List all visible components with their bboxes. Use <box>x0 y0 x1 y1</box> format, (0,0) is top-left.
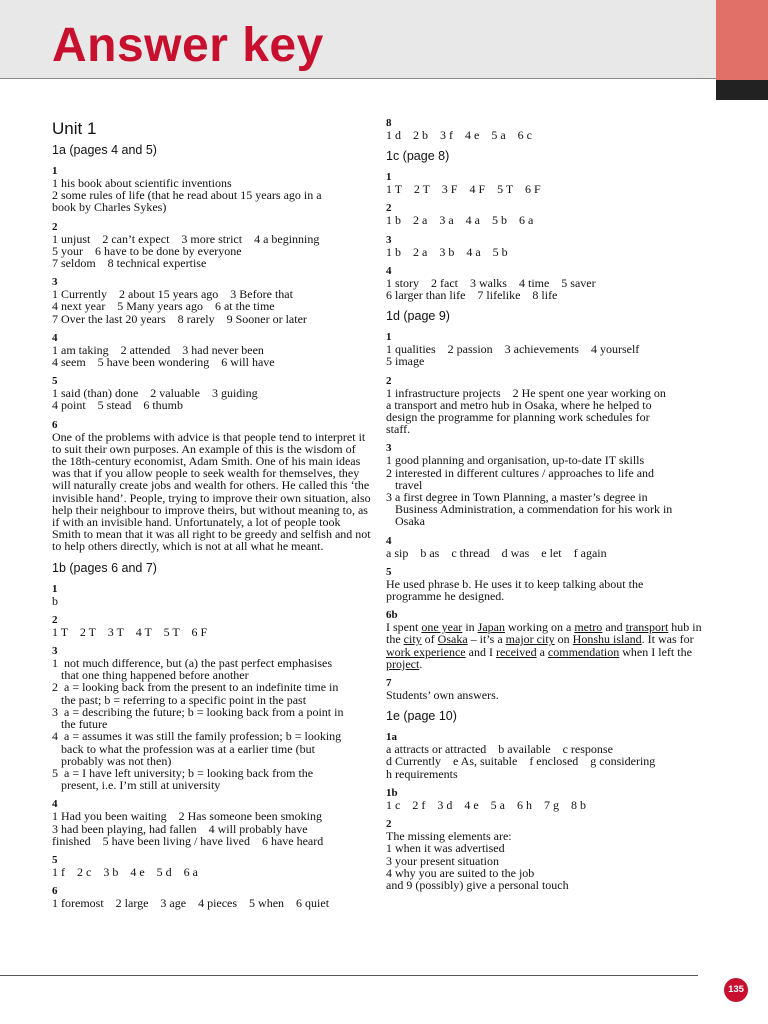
exercise <box>52 798 372 847</box>
answer-line: Business Administration, a commendation for his work in <box>386 502 673 517</box>
exercise-number: 3 <box>386 442 392 455</box>
right-column <box>386 117 706 898</box>
header-band <box>0 0 768 79</box>
exercise <box>52 276 372 325</box>
exercise <box>386 442 706 527</box>
page-number-badge: 135 <box>724 978 748 1002</box>
underlined-word: one year <box>421 620 463 635</box>
answer-line: book by Charles Sykes) <box>52 200 167 215</box>
exercise-number: 6 <box>52 418 58 431</box>
exercise-number: 3 <box>52 645 58 658</box>
exercise-number: 4 <box>52 798 58 811</box>
section-tab <box>716 0 768 80</box>
exercise <box>386 375 706 436</box>
text-span: working on a <box>504 620 575 635</box>
answer-line: Osaka <box>386 514 425 529</box>
answer-line: a transport and metro hub in Osaka, where he helped to <box>386 397 652 412</box>
section-title: 1d (page 9) <box>386 309 450 324</box>
exercise <box>52 854 372 878</box>
exercise-number: 1 <box>52 582 58 595</box>
exercise-number: 5 <box>52 375 58 388</box>
exercise <box>52 165 372 214</box>
answer-line: 1 not much difference, but (a) the past perfect emphasises <box>52 656 333 671</box>
underlined-word: Japan <box>477 620 505 635</box>
answer-line: 1 unjust 2 can’t expect 3 more strict 4 a beginning <box>52 231 320 246</box>
answer-line: He used phrase b. He uses it to keep talking about the <box>386 576 644 591</box>
answer-line: the past; b = referring to a specific point in the past <box>52 692 307 707</box>
exercise-number: 4 <box>386 264 392 277</box>
exercise <box>386 731 706 780</box>
answer-line: d Currently e As, suitable f enclosed g considering <box>386 754 656 769</box>
answer-line: a sip b as c thread d was e let f again <box>386 545 607 560</box>
exercise <box>52 645 372 791</box>
text-span: a <box>536 644 548 659</box>
text-span: hub in the <box>386 620 702 647</box>
answer-line: 2 interested in different cultures / approaches to life and <box>386 465 655 480</box>
answer-line: 4 a = assumes it was still the family profession; b = looking <box>52 729 342 744</box>
answer-line: Students’ own answers. <box>386 688 499 703</box>
answer-line: 1 his book about scientific inventions <box>52 176 232 190</box>
section-title: 1b (pages 6 and 7) <box>52 560 157 575</box>
answer-line: b <box>52 593 58 608</box>
answer-line: 3 a first degree in Town Planning, a master’s degree in <box>386 490 648 505</box>
exercise <box>386 234 706 258</box>
underlined-word: Honshu island <box>572 632 642 647</box>
answer-line: 7 seldom 8 technical expertise <box>52 256 207 271</box>
answer-line: 3 had been playing, had fallen 4 will probably have <box>52 821 308 836</box>
text-span: . It was for <box>641 632 694 647</box>
exercise-number: 5 <box>386 565 392 578</box>
exercise-number: 2 <box>52 220 58 233</box>
exercise <box>386 787 706 811</box>
exercise <box>386 609 706 670</box>
answer-line: back to what the profession was at a earlier time (but <box>52 741 315 756</box>
exercise-number: 6b <box>386 609 398 622</box>
underlined-word: city <box>403 632 422 647</box>
exercise-number: 3 <box>52 276 58 289</box>
exercise <box>52 885 372 909</box>
text-span: . <box>419 656 423 671</box>
answer-line: 1 d 2 b 3 f 4 e 5 a 6 c <box>386 128 532 142</box>
exercise <box>52 419 372 553</box>
underlined-word: metro <box>574 620 603 635</box>
answer-line: 1 am taking 2 attended 3 had never been <box>52 342 264 357</box>
section-tab-dark <box>716 80 768 100</box>
answer-line: 5 your 6 have to be done by everyone <box>52 243 242 258</box>
exercise-number: 2 <box>386 374 392 387</box>
answer-line: a attracts or attracted b available c response <box>386 742 613 757</box>
text-span: in <box>462 620 478 635</box>
answer-line: 6 larger than life 7 lifelike 8 life <box>386 288 558 303</box>
exercise-number: 1 <box>386 171 392 184</box>
text-span: – it’s a <box>467 632 506 647</box>
answer-line: 1 Currently 2 about 15 years ago 3 Before that <box>52 287 293 302</box>
exercise <box>52 583 372 607</box>
answer-line: 1 T 2 T 3 T 4 T 5 T 6 F <box>52 624 208 639</box>
section-title: 1e (page 10) <box>386 709 457 724</box>
exercise-number: 1a <box>386 731 397 744</box>
underlined-word: transport <box>625 620 669 635</box>
answer-line: design the programme for planning work schedules for <box>386 410 650 425</box>
answer-line: 7 Over the last 20 years 8 rarely 9 Sooner or later <box>52 311 307 326</box>
unit-title: Unit 1 <box>52 119 97 138</box>
answer-line: 1 qualities 2 passion 3 achievements 4 yourself <box>386 342 640 357</box>
answer-line: finished 5 have been living / have lived 6 have heard <box>52 833 324 848</box>
exercise <box>386 117 706 141</box>
answer-line: 4 seem 5 have been wondering 6 will have <box>52 355 275 370</box>
exercise-number: 1b <box>386 786 398 799</box>
answer-line: 1 T 2 T 3 F 4 F 5 T 6 F <box>386 182 541 197</box>
answer-line: programme he designed. <box>386 589 505 604</box>
exercise <box>386 677 706 701</box>
exercise-number: 3 <box>386 233 392 246</box>
left-column <box>52 117 372 916</box>
exercise <box>386 202 706 226</box>
text-span: I spent <box>386 620 422 635</box>
exercise-number: 1 <box>386 331 392 344</box>
text-span: of <box>421 632 438 647</box>
exercise-number: 2 <box>52 613 58 626</box>
exercise-number: 7 <box>386 677 392 690</box>
underlined-word: work experience <box>386 644 466 659</box>
answer-line: 4 next year 5 Many years ago 6 at the time <box>52 299 275 314</box>
answer-line: 1 b 2 a 3 b 4 a 5 b <box>386 244 508 259</box>
exercise-number: 8 <box>386 117 392 129</box>
answer-line: 1 when it was advertised <box>386 841 505 856</box>
exercise <box>386 818 706 891</box>
answer-paragraph: One of the problems with advice is that people tend to interpret it to suit their own purposes. An example of this is the wisdom of the 18th-century economist, Adam Smith. One of his main ideas was that if you allow people to seek wealth for themselves, they will naturally create jobs and wealth for others. He called this ‘the invisible hand’. People, trying to improve their own situation, also help their neighbour to improve theirs, but without meaning to, as if with an invisible hand. Unfortunately, a lot of people took Smith to mean that it was all right to be greedy and selfish and not to help others directly, which is not at all what he meant. <box>52 429 371 554</box>
section-title: 1a (pages 4 and 5) <box>52 143 157 157</box>
underlined-paragraph <box>386 621 706 670</box>
answer-line: present, i.e. I’m still at university <box>52 778 221 793</box>
exercise <box>386 171 706 195</box>
answer-line: h requirements <box>386 766 458 781</box>
answer-line: 5 image <box>386 354 425 369</box>
answer-line: 1 said (than) done 2 valuable 3 guiding <box>52 386 258 401</box>
exercise <box>52 332 372 368</box>
text-span: and <box>602 620 626 635</box>
underlined-word: major city <box>505 632 555 647</box>
footer-rule <box>0 975 698 976</box>
answer-line: 1 foremost 2 large 3 age 4 pieces 5 when 6 quiet <box>52 896 330 911</box>
page-title: Answer key <box>52 19 324 72</box>
underlined-word: commendation <box>547 644 620 659</box>
exercise <box>386 265 706 301</box>
underlined-word: project <box>386 656 420 671</box>
underlined-word: Osaka <box>437 632 468 647</box>
exercise <box>386 566 706 602</box>
exercise <box>386 535 706 559</box>
exercise-number: 4 <box>386 534 392 547</box>
answer-line: 3 your present situation <box>386 853 499 868</box>
text-span: and I <box>465 644 496 659</box>
text-span: when I left the <box>619 644 692 659</box>
exercise-number: 6 <box>52 885 58 898</box>
answer-line: travel <box>386 477 423 492</box>
answer-line: 1 good planning and organisation, up-to-date IT skills <box>386 453 645 468</box>
text-span: on <box>554 632 573 647</box>
answer-line: 1 f 2 c 3 b 4 e 5 d 6 a <box>52 864 198 879</box>
answer-line: 2 a = looking back from the present to an indefinite time in <box>52 680 339 695</box>
answer-line: 4 point 5 stead 6 thumb <box>52 398 183 413</box>
answer-line: 2 some rules of life (that he read about 15 years ago in a <box>52 188 322 203</box>
exercise <box>52 221 372 270</box>
answer-line: staff. <box>386 422 411 437</box>
exercise <box>386 331 706 367</box>
answer-line: 5 a = I have left university; b = looking back from the <box>52 765 314 780</box>
exercise <box>52 614 372 638</box>
answer-line: 4 why you are suited to the job <box>386 865 535 880</box>
exercise-number: 4 <box>52 331 58 344</box>
answer-line: 1 infrastructure projects 2 He spent one year working on <box>386 385 666 400</box>
section-title: 1c (page 8) <box>386 149 450 164</box>
exercise-number: 1 <box>52 165 58 177</box>
exercise-number: 2 <box>386 818 392 831</box>
answer-line: that one thing happened before another <box>52 668 249 683</box>
answer-line: 1 b 2 a 3 a 4 a 5 b 6 a <box>386 213 534 228</box>
exercise <box>52 375 372 411</box>
answer-line: probably was not then) <box>52 753 172 768</box>
answer-line: The missing elements are: <box>386 829 512 844</box>
answer-line: the future <box>52 717 108 732</box>
answer-line: and 9 (possibly) give a personal touch <box>386 877 569 892</box>
exercise-number: 2 <box>386 202 392 215</box>
answer-line: 3 a = describing the future; b = looking back from a point in <box>52 704 344 719</box>
answer-line: 1 story 2 fact 3 walks 4 time 5 saver <box>386 275 596 290</box>
answer-line: 1 c 2 f 3 d 4 e 5 a 6 h 7 g 8 b <box>386 797 586 812</box>
answer-line: 1 Had you been waiting 2 Has someone been smoking <box>52 809 322 824</box>
underlined-word: received <box>495 644 537 659</box>
exercise-number: 5 <box>52 853 58 866</box>
